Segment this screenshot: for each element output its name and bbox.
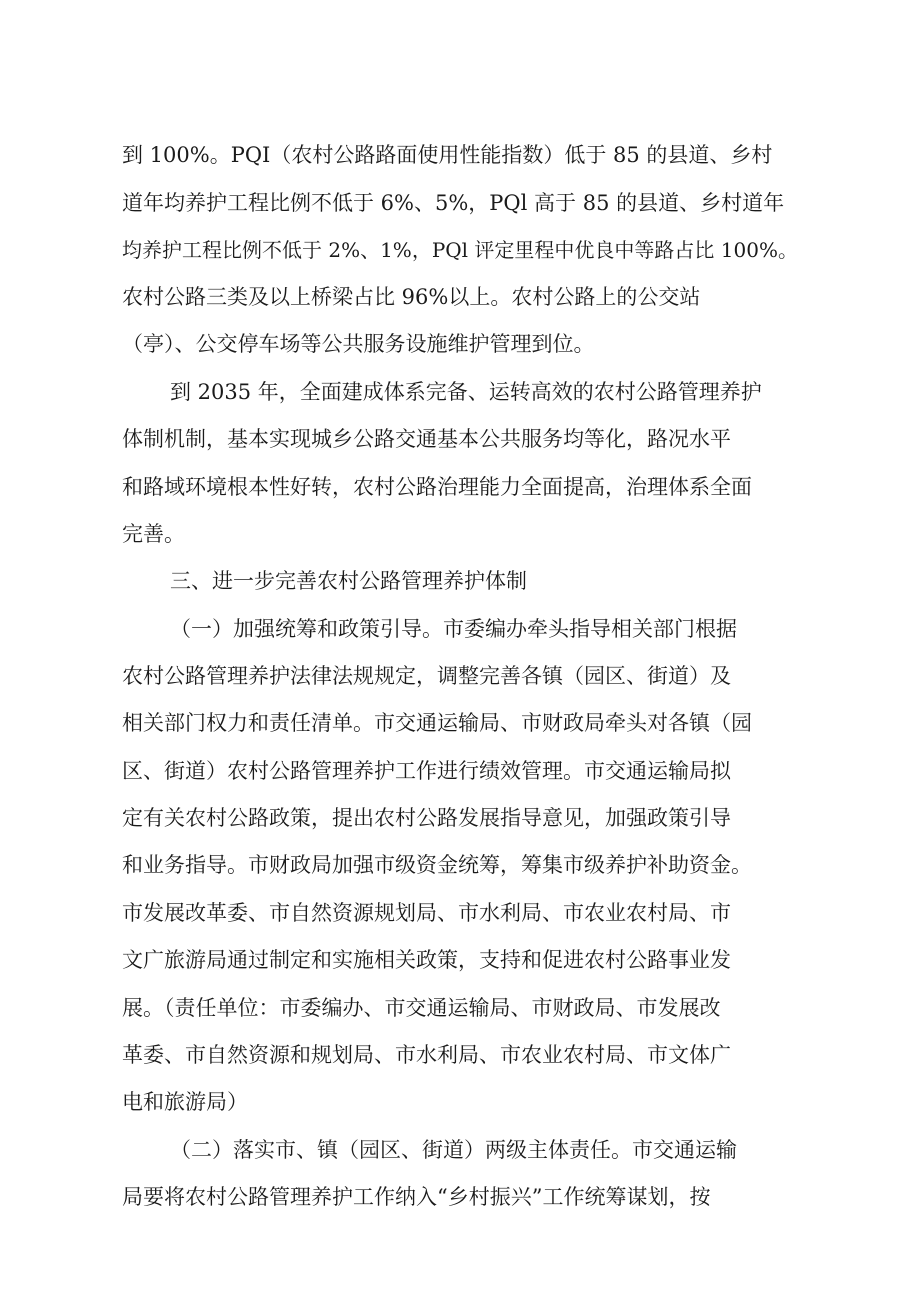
- paragraph-line: 定有关农村公路政策，提出农村公路发展指导意见，加强政策引导: [122, 806, 731, 830]
- paragraph-line: 市发展改革委、市自然资源规划局、市水利局、市农业农村局、市: [122, 901, 731, 925]
- paragraph-line: 电和旅游局）: [122, 1090, 248, 1114]
- paragraph-line: 道年均养护工程比例不低于 6%、5%，PQl 高于 85 的县道、乡村道年: [122, 191, 785, 215]
- paragraph-line: 农村公路管理养护法律法规规定，调整完善各镇（园区、街道）及: [122, 664, 731, 688]
- paragraph-line: 展。（责任单位：市委编办、市交通运输局、市财政局、市发展改: [122, 996, 721, 1020]
- section-heading: 三、进一步完善农村公路管理养护体制: [170, 569, 527, 593]
- paragraph-line: 相关部门权力和责任清单。市交通运输局、市财政局牵头对各镇（园: [122, 711, 752, 735]
- paragraph-line: （亭）、公交停车场等公共服务设施维护管理到位。: [122, 332, 595, 356]
- paragraph-line: 到 100%。PQI（农村公路路面使用性能指数）低于 85 的县道、乡村: [122, 143, 773, 167]
- paragraph-line: （一）加强统筹和政策引导。市委编办牵头指导相关部门根据: [170, 617, 737, 641]
- paragraph-line: 农村公路三类及以上桥梁占比 96%以上。农村公路上的公交站: [122, 285, 701, 309]
- paragraph-line: 和路域环境根本性好转，农村公路治理能力全面提高，治理体系全面: [122, 475, 752, 499]
- paragraph-line: 区、街道）农村公路管理养护工作进行绩效管理。市交通运输局拟: [122, 759, 731, 783]
- paragraph-line: 完善。: [122, 522, 185, 546]
- paragraph-line: 革委、市自然资源和规划局、市水利局、市农业农村局、市文体广: [122, 1043, 731, 1067]
- paragraph-line: 和业务指导。市财政局加强市级资金统筹，筹集市级养护补助资金。: [122, 853, 752, 877]
- paragraph-line: （二）落实市、镇（园区、街道）两级主体责任。市交通运输: [170, 1138, 737, 1162]
- paragraph-line: 均养护工程比例不低于 2%、1%，PQl 评定里程中优良中等路占比 100%。: [122, 238, 798, 262]
- paragraph-line: 文广旅游局通过制定和实施相关政策，支持和促进农村公路事业发: [122, 948, 731, 972]
- paragraph-line: 到 2035 年，全面建成体系完备、运转高效的农村公路管理养护: [170, 380, 762, 404]
- paragraph-line: 体制机制，基本实现城乡公路交通基本公共服务均等化，路况水平: [122, 427, 731, 451]
- paragraph-line: 局要将农村公路管理养护工作纳入“乡村振兴”工作统筹谋划，按: [122, 1185, 711, 1209]
